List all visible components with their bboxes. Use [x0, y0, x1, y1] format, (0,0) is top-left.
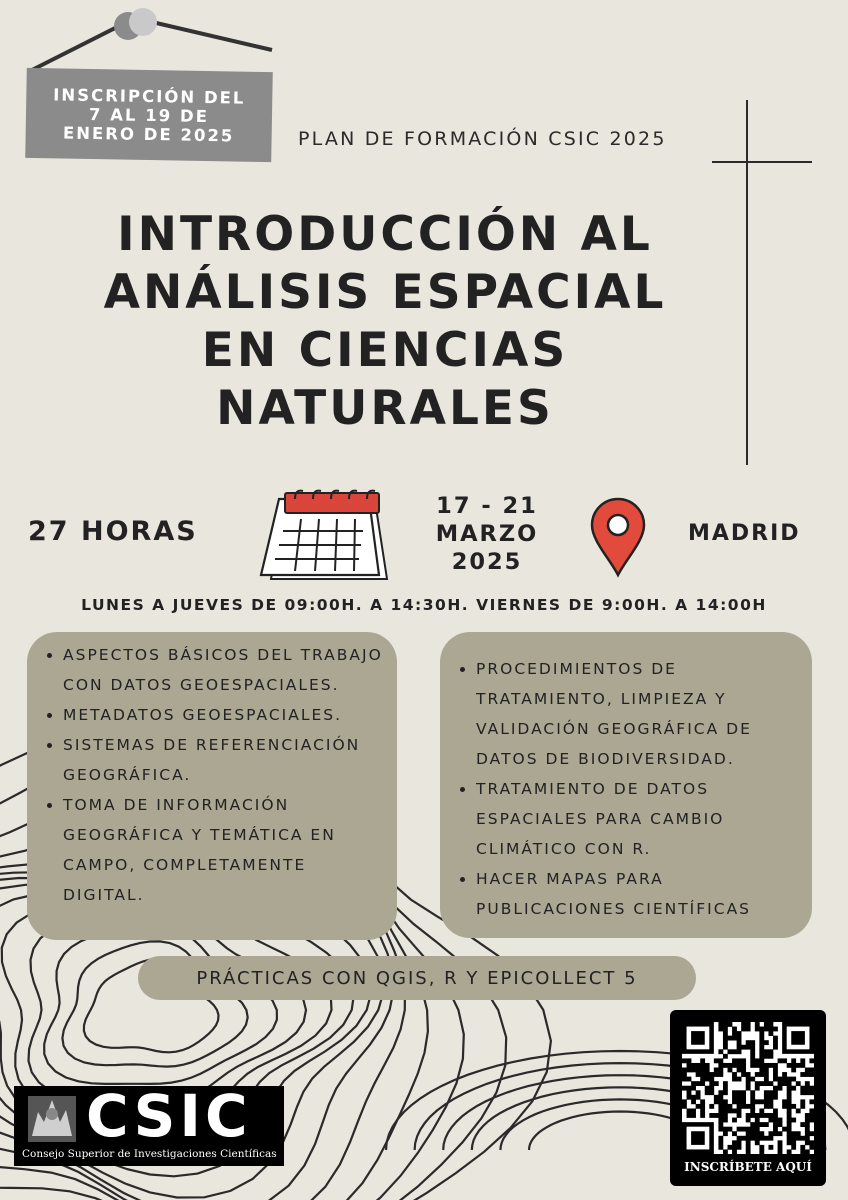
registration-dates: INSCRIPCIÓN DEL 7 AL 19 DE ENERO DE 2025 [53, 84, 246, 145]
practices-banner: PRÁCTICAS CON QGIS, R Y EPICOLLECT 5 [138, 956, 696, 1000]
csic-logo [14, 1082, 284, 1166]
vertical-divider [746, 100, 748, 465]
csic-acronym: CSIC [86, 1082, 252, 1150]
qr-code[interactable] [682, 1022, 814, 1154]
topic-item: • METADATOS GEOESPACIALES. [63, 700, 389, 730]
course-dates: 17 - 21 MARZO 2025 [435, 493, 539, 575]
topic-item: • SISTEMAS DE REFERENCIACIÓN GEOGRÁFICA. [63, 730, 389, 790]
csic-crest-icon [24, 1092, 80, 1146]
topics-list-left [41, 640, 389, 910]
topics-box-left [27, 632, 397, 940]
topics-list-right [454, 654, 804, 924]
horizontal-divider [712, 161, 812, 163]
topic-item: • HACER MAPAS PARA PUBLICACIONES CIENTÍFICAS [476, 864, 804, 924]
topic-item: • TOMA DE INFORMACIÓN GEOGRÁFICA Y TEMÁTICA EN CAMPO, COMPLETAMENTE DIGITAL. [63, 790, 389, 910]
plan-label: PLAN DE FORMACIÓN CSIC 2025 [298, 128, 667, 150]
csic-full-name: Consejo Superior de Investigaciones Científicas [22, 1148, 277, 1160]
topic-item: • PROCEDIMIENTOS DE TRATAMIENTO, LIMPIEZA Y VALIDACIÓN GEOGRÁFICA DE DATOS DE BIODIVERSIDAD. [476, 654, 804, 774]
register-here-label: INSCRÍBETE AQUÍ [684, 1160, 812, 1174]
qr-code-pattern [682, 1022, 814, 1154]
course-title: INTRODUCCIÓN AL ANÁLISIS ESPACIAL EN CIENCIAS NATURALES [103, 207, 667, 436]
map-pin-icon [588, 497, 648, 579]
course-schedule: LUNES A JUEVES DE 09:00H. A 14:30H. VIERNES DE 9:00H. A 14:00H [81, 596, 767, 614]
topic-item: • ASPECTOS BÁSICOS DEL TRABAJO CON DATOS GEOESPACIALES. [63, 640, 389, 700]
calendar-icon [255, 487, 390, 587]
registration-sign [25, 68, 273, 162]
topics-box-right [440, 632, 812, 938]
topic-item: • TRATAMIENTO DE DATOS ESPACIALES PARA CAMBIO CLIMÁTICO CON R. [476, 774, 804, 864]
course-hours: 27 HORAS [28, 516, 198, 547]
qr-code-card[interactable] [670, 1010, 826, 1186]
course-city: MADRID [688, 521, 801, 546]
